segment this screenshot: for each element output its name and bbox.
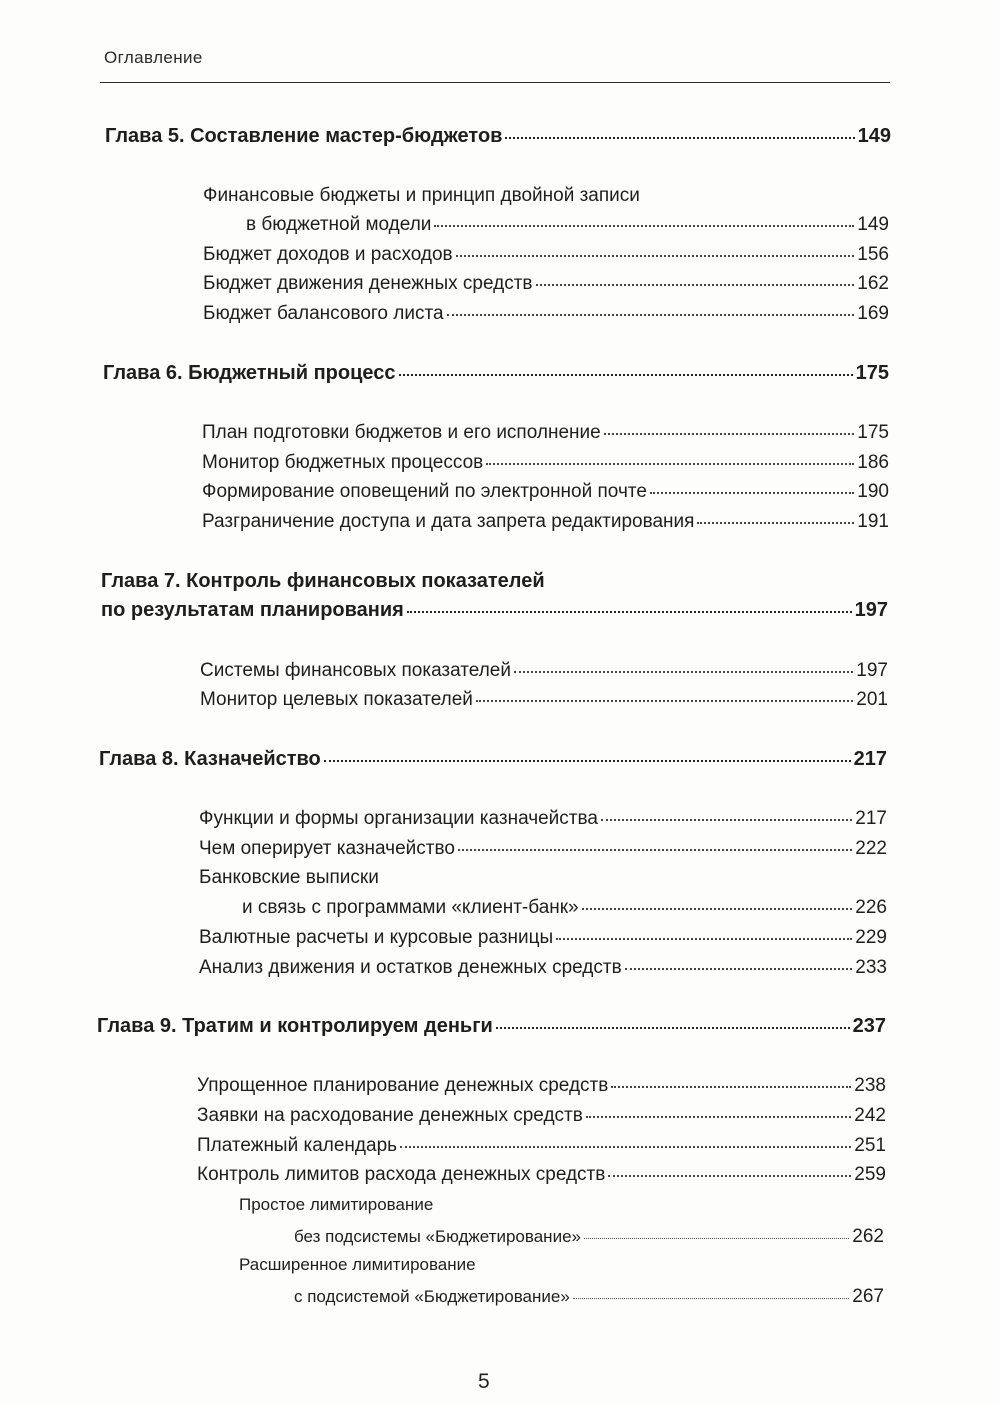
dot-leader	[400, 1146, 851, 1148]
dot-leader	[456, 255, 855, 257]
page-number: 169	[857, 303, 889, 324]
page-number: 191	[857, 511, 889, 532]
toc-section-title-line1: Банковские выписки	[199, 867, 379, 888]
page-number: 259	[854, 1164, 886, 1185]
dot-leader	[476, 700, 853, 702]
dot-leader	[496, 1027, 850, 1029]
toc-chapter-title-line1: Глава 7. Контроль финансовых показателей	[101, 570, 545, 592]
toc-section[interactable]	[200, 660, 888, 682]
toc-section[interactable]	[200, 689, 888, 711]
page-number: 162	[857, 273, 889, 294]
dot-leader	[608, 1175, 851, 1177]
dot-leader	[582, 908, 853, 910]
dot-leader	[324, 760, 851, 762]
toc-chapter-5[interactable]	[105, 125, 891, 148]
dot-leader	[434, 225, 854, 227]
page-number: 149	[857, 214, 889, 235]
section-title: План подготовки бюджетов и его исполнение	[202, 422, 601, 443]
section-title: Бюджет доходов и расходов	[203, 244, 453, 265]
page-number: 156	[857, 244, 889, 265]
section-title: Контроль лимитов расхода денежных средств	[197, 1164, 606, 1185]
toc-chapter-9[interactable]	[97, 1015, 886, 1038]
toc-section[interactable]	[203, 273, 889, 295]
section-title: Разграничение доступа и дата запрета редактирования	[202, 511, 695, 532]
toc-section[interactable]	[199, 957, 887, 979]
section-title: Системы финансовых показателей	[200, 660, 511, 681]
dot-leader	[458, 849, 852, 851]
page-number: 186	[857, 452, 889, 473]
toc-section[interactable]	[203, 244, 889, 266]
section-title: и связь с программами «клиент-банк»	[242, 897, 579, 918]
page-number: 149	[857, 125, 891, 147]
chapter-title: Глава 5. Составление мастер-бюджетов	[105, 125, 503, 147]
dot-leader	[505, 137, 854, 139]
toc-section[interactable]	[197, 1164, 886, 1186]
toc-section[interactable]	[199, 808, 887, 830]
section-title: Функции и формы организации казначейства	[199, 808, 598, 829]
section-title: Анализ движения и остатков денежных средств	[199, 957, 622, 978]
section-title: Чем оперирует казначейство	[199, 838, 455, 859]
toc-section[interactable]	[199, 927, 887, 949]
toc-subsection[interactable]	[294, 1226, 884, 1248]
toc-section[interactable]	[202, 452, 889, 474]
dot-leader	[604, 433, 855, 435]
page-number: 190	[857, 481, 889, 502]
page-number: 217	[853, 748, 887, 770]
chapter-title: Глава 8. Казначейство	[99, 748, 321, 770]
toc-section[interactable]	[202, 481, 889, 503]
dot-leader	[584, 1238, 849, 1239]
dot-leader	[399, 374, 853, 376]
toc-chapter-6[interactable]	[103, 362, 889, 385]
section-title: Бюджет движения денежных средств	[203, 273, 533, 294]
page-number: 175	[857, 422, 889, 443]
dot-leader	[586, 1116, 851, 1118]
dot-leader	[407, 611, 852, 613]
dot-leader	[601, 819, 852, 821]
toc-section[interactable]	[242, 897, 887, 919]
dot-leader	[556, 938, 852, 940]
toc-chapter-8[interactable]	[99, 748, 887, 771]
section-title: Упрощенное планирование денежных средств	[197, 1075, 609, 1096]
section-title: Валютные расчеты и курсовые разницы	[199, 927, 554, 948]
section-title: Монитор целевых показателей	[200, 689, 473, 710]
chapter-title: по результатам планирования	[101, 599, 404, 621]
dot-leader	[447, 314, 855, 316]
page-number-footer: 5	[478, 1370, 490, 1393]
section-title: Платежный календарь	[197, 1135, 398, 1156]
toc-section[interactable]	[197, 1105, 886, 1127]
page-number: 233	[855, 957, 887, 978]
dot-leader	[611, 1086, 851, 1088]
dot-leader	[514, 671, 853, 673]
toc-section[interactable]	[197, 1135, 886, 1157]
toc-subsection-title-line1: Простое лимитирование	[239, 1195, 434, 1214]
section-title: Монитор бюджетных процессов	[202, 452, 484, 473]
section-title: Бюджет балансового листа	[203, 303, 444, 324]
dot-leader	[536, 284, 855, 286]
toc-section[interactable]	[202, 511, 889, 533]
subsection-title: с подсистемой «Бюджетирование»	[294, 1287, 570, 1306]
section-title: Формирование оповещений по электронной почте	[202, 481, 647, 502]
toc-section-title-line1: Финансовые бюджеты и принцип двойной записи	[203, 185, 640, 206]
dot-leader	[486, 463, 854, 465]
page-number: 251	[854, 1135, 886, 1156]
page-number: 226	[855, 897, 887, 918]
subsection-title: без подсистемы «Бюджетирование»	[294, 1227, 581, 1246]
toc-chapter-7[interactable]	[101, 599, 888, 622]
page-number: 242	[854, 1105, 886, 1126]
page-number: 267	[852, 1286, 884, 1307]
toc-section[interactable]	[199, 838, 887, 860]
dot-leader	[697, 522, 854, 524]
page-number: 262	[852, 1226, 884, 1247]
dot-leader	[625, 968, 853, 970]
page-number: 217	[855, 808, 887, 829]
page-number: 197	[856, 660, 888, 681]
toc-section[interactable]	[203, 303, 889, 325]
toc-section[interactable]	[202, 422, 889, 444]
dot-leader	[573, 1298, 850, 1299]
chapter-title: Глава 6. Бюджетный процесс	[103, 362, 396, 384]
page-number: 237	[852, 1015, 886, 1037]
page-number: 229	[855, 927, 887, 948]
toc-subsection-title-line1: Расширенное лимитирование	[239, 1255, 476, 1274]
toc-section[interactable]	[246, 214, 889, 236]
page-number: 201	[856, 689, 888, 710]
page-number: 197	[854, 599, 888, 621]
page-number: 175	[855, 362, 889, 384]
toc-section[interactable]	[197, 1075, 886, 1097]
page-number: 238	[854, 1075, 886, 1096]
running-header: Оглавление	[104, 48, 203, 67]
page-number: 222	[855, 838, 887, 859]
toc-subsection[interactable]	[294, 1286, 884, 1308]
section-title: в бюджетной модели	[246, 214, 432, 235]
chapter-title: Глава 9. Тратим и контролируем деньги	[97, 1015, 493, 1037]
dot-leader	[650, 492, 854, 494]
section-title: Заявки на расходование денежных средств	[197, 1105, 583, 1126]
